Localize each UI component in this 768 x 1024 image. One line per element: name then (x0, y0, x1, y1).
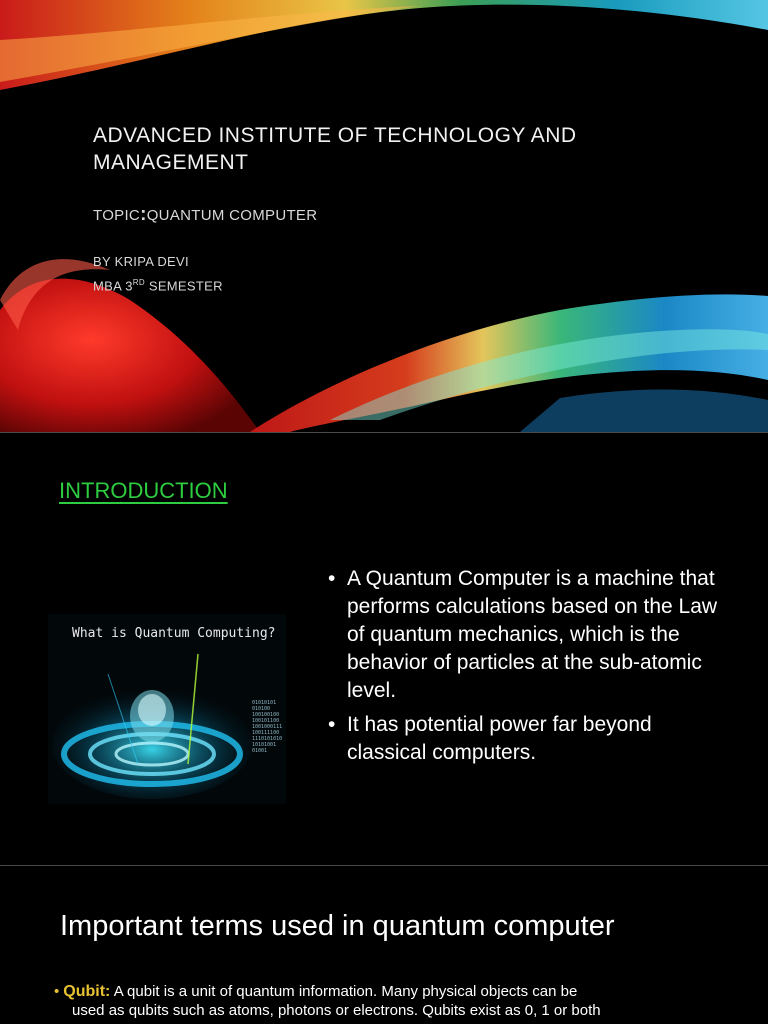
author-line: BY KRIPA DEVI (93, 254, 189, 269)
title-slide (0, 0, 768, 432)
qubit-bullet (54, 982, 714, 1020)
bullet-dot-icon: • (328, 567, 336, 590)
bullet-text: A Quantum Computer is a machine that performs calculations based on the Law of quantum mechanics, which is the behavior of particles at the sub-atomic level. (347, 567, 718, 702)
qubit-definition-line1: A qubit is a unit of quantum information. Many physical objects can be (110, 983, 578, 1000)
topic-label: TOPIC (93, 207, 141, 224)
binary-line: 1001000111 (252, 724, 283, 730)
introduction-slide (0, 433, 768, 865)
course-prefix: MBA 3 (93, 278, 133, 294)
topic-line (93, 204, 317, 226)
binary-line: 10101001 (252, 742, 277, 748)
bullet-text: It has potential power far beyond classical computers. (347, 713, 652, 764)
qubit-definition-line2: used as qubits such as atoms, photons or electrons. Qubits exist as 0, 1 or both (72, 1002, 601, 1019)
important-terms-slide (0, 866, 768, 1024)
bullet-dot-icon: • (328, 713, 336, 736)
binary-line: 100101100 (252, 718, 280, 724)
important-terms-title: Important terms used in quantum computer (60, 910, 615, 942)
quantum-illustration (48, 614, 286, 804)
binary-line: 01001 (252, 748, 268, 754)
course-line (93, 278, 223, 293)
binary-column (252, 700, 282, 754)
binary-line: 100111100 (252, 730, 280, 736)
binary-line: 010100 (252, 706, 271, 712)
course-suffix: SEMESTER (144, 278, 223, 294)
binary-line: 01010101 (252, 700, 277, 706)
binary-line: 100100100 (252, 712, 280, 718)
image-caption: What is Quantum Computing? (72, 626, 276, 641)
bullet-item (328, 711, 728, 767)
introduction-bullets (328, 565, 728, 773)
qubit-term: Qubit: (63, 983, 111, 1000)
quantum-computing-image (48, 614, 286, 804)
binary-line: 1110101010 (252, 736, 283, 742)
institute-title: ADVANCED INSTITUTE OF TECHNOLOGY AND MANAGEMENT (93, 124, 577, 174)
bullet-item (328, 565, 728, 705)
topic-colon: : (140, 204, 147, 225)
bullet-dot-icon: • (54, 983, 60, 1000)
topic-value: QUANTUM COMPUTER (146, 207, 318, 224)
introduction-heading: INTRODUCTION (59, 478, 228, 503)
course-ordinal: RD (132, 278, 145, 287)
